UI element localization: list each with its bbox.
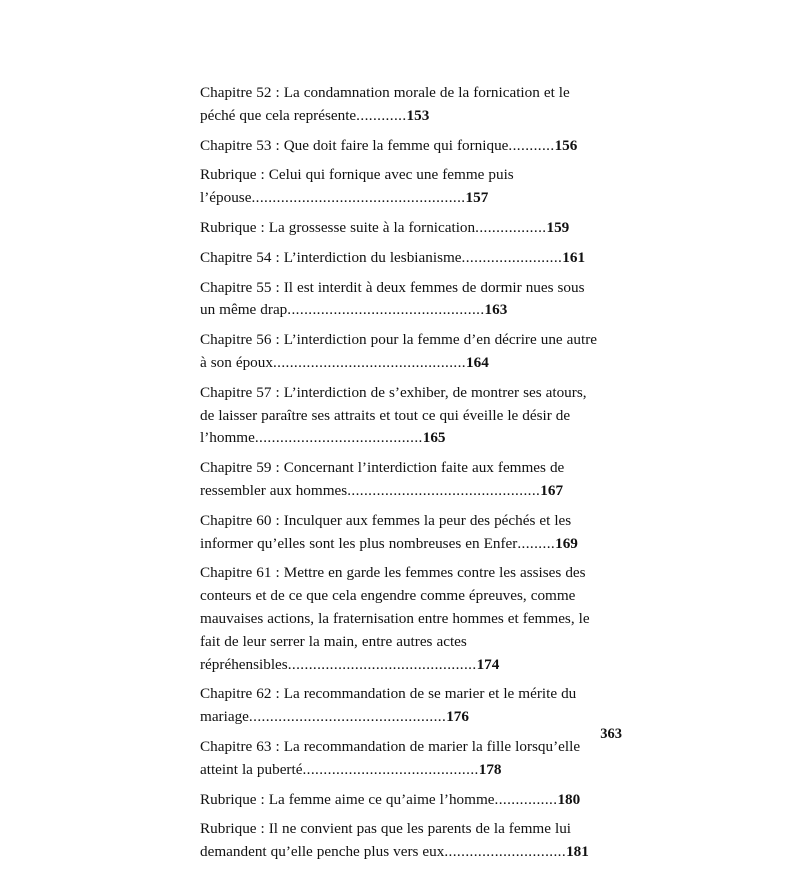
toc-entry-leader: ..............................................: [272, 353, 467, 371]
toc-entry-title: Chapitre 62 : La recommandation de se marier et le mérite du mariage: [200, 685, 577, 726]
toc-entry: [200, 277, 600, 323]
toc-entry-page: 156: [554, 136, 578, 154]
toc-entry: [200, 329, 600, 375]
toc-entry-title: Chapitre 63 : La recommandation de marier la fille lorsqu’elle atteint la puberté: [200, 737, 581, 778]
page-number: 363: [600, 726, 622, 742]
toc-entry-title: Rubrique : Celui qui fornique avec une femme puis l’épouse: [200, 166, 514, 207]
toc-entry-leader: .............................: [444, 843, 567, 861]
toc-entry-title: Rubrique : La femme aime ce qu’aime l’homme: [200, 790, 495, 808]
toc-entry-leader: ...........: [508, 136, 555, 154]
toc-entry-title: Chapitre 53 : Que doit faire la femme qui fornique: [200, 136, 509, 154]
toc-entry: [200, 217, 600, 240]
toc-entry: [200, 382, 600, 450]
toc-entry-title: Chapitre 59 : Concernant l’interdiction faite aux femmes de ressembler aux hommes: [200, 459, 565, 499]
toc-entry-leader: .............................................: [287, 655, 477, 673]
toc-entry-page: 180: [557, 790, 581, 808]
table-of-contents: [200, 82, 600, 871]
toc-entry-title: Chapitre 60 : Inculquer aux femmes la peur des péchés et les informer qu’elles sont les plus nombreuses en Enfer: [200, 511, 572, 552]
toc-entry-page: 174: [476, 655, 500, 673]
toc-entry-leader: ...............................................: [248, 708, 447, 726]
toc-entry-leader: ..........................................: [302, 760, 479, 778]
toc-entry-leader: .................: [475, 218, 547, 236]
toc-entry-page: 153: [406, 106, 430, 124]
toc-entry-page: 163: [484, 301, 508, 319]
toc-entry: [200, 789, 600, 812]
toc-entry-title: Chapitre 54 : L’interdiction du lesbianisme: [200, 248, 462, 266]
toc-entry-leader: ............: [356, 106, 407, 124]
toc-entry: [200, 135, 600, 158]
toc-entry: [200, 683, 600, 729]
toc-entry-page: 167: [540, 481, 564, 499]
toc-entry-title: Chapitre 55 : Il est interdit à deux femmes de dormir nues sous un même drap: [200, 278, 585, 319]
toc-entry-page: 165: [422, 429, 446, 447]
toc-entry-leader: ...............................................: [287, 301, 485, 319]
toc-entry-leader: ........................: [461, 248, 563, 266]
toc-entry-title: Rubrique : Il ne convient pas que les parents de la femme lui demandent qu’elle penche plus vers eux: [200, 820, 572, 861]
toc-entry: [200, 736, 600, 782]
toc-entry-page: 169: [555, 534, 578, 552]
toc-entry-page: 164: [466, 353, 489, 371]
toc-entry-leader: ...................................................: [251, 189, 466, 207]
toc-entry: [200, 457, 600, 503]
toc-entry: [200, 818, 600, 864]
toc-entry-title: Chapitre 57 : L’interdiction de s’exhiber, de montrer ses atours, de laisser paraître ses attraits et tout ce qui éveille le désir de l’homme: [200, 383, 587, 447]
toc-entry-page: 157: [465, 189, 489, 207]
toc-entry-page: 159: [546, 218, 570, 236]
toc-entry-page: 161: [562, 248, 586, 266]
toc-entry-page: 176: [446, 708, 469, 726]
toc-entry: [200, 510, 600, 556]
toc-entry-title: Chapitre 61 : Mettre en garde les femmes contre les assises des conteurs et de ce que cela engendre comme épreuves, comme mauvaises actions, la fraternisation entre hommes et femmes, le fait de leur serrer la main, entre autres actes répréhensibles: [200, 564, 590, 673]
toc-entry-leader: .........: [517, 534, 556, 552]
toc-entry-page: 178: [478, 760, 502, 778]
toc-entry-leader: ..............................................: [347, 481, 541, 499]
toc-entry: [200, 562, 600, 676]
toc-entry-title: Rubrique : La grossesse suite à la fornication: [200, 218, 476, 236]
toc-entry: [200, 164, 600, 210]
toc-entry-title: Chapitre 56 : L’interdiction pour la femme d’en décrire une autre à son époux: [200, 331, 598, 371]
toc-entry: [200, 82, 600, 128]
toc-entry-page: 181: [566, 843, 589, 861]
toc-entry: [200, 247, 600, 270]
toc-entry-leader: ........................................: [254, 429, 423, 447]
toc-entry-leader: ...............: [494, 790, 558, 808]
toc-entry-title: Chapitre 52 : La condamnation morale de la fornication et le péché que cela représente: [200, 84, 570, 124]
